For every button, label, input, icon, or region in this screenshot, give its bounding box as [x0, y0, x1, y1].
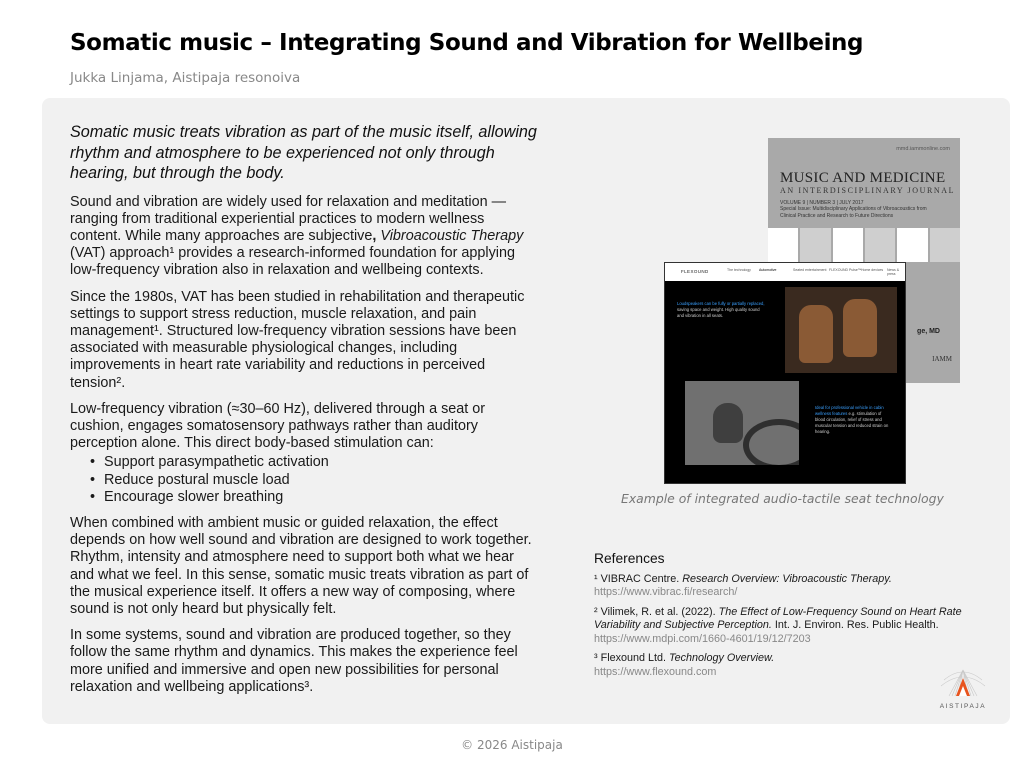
journal-special-issue: Special Issue: Multidisciplinary Applications of Vibroacoustics from Clinical Practice and Research to Future Directions: [780, 206, 927, 219]
benefit-list: [70, 454, 538, 506]
journal-volume: VOLUME 9 | NUMBER 3 | JULY 2017: [780, 200, 864, 206]
web-nav-item: The technology: [727, 268, 751, 272]
reference-prefix: ¹ VIBRAC Centre.: [594, 572, 683, 585]
journal-title: MUSIC AND MEDICINE: [780, 170, 946, 186]
web-nav-item: Automotive: [759, 268, 777, 272]
seat-technology-figure: [664, 138, 964, 483]
aistipaja-logo: [936, 666, 990, 712]
reference-prefix: ³ Flexound Ltd.: [594, 652, 670, 664]
reference-item: [594, 652, 994, 679]
paragraph-4: When combined with ambient music or guided relaxation, the effect depends on how well sound and vibration are designed to work together. Rhythm, intensity and atmosphere need to support both what we hear and what we feel. In this sense, somatic music treats vibration as part of the musical experience itself. It offers a new way of composing, where sound is not only heard but physically felt.: [70, 514, 532, 617]
references-heading: References: [594, 551, 665, 566]
paragraph-1: [70, 194, 538, 280]
flexound-webpage-screenshot: [664, 262, 906, 484]
paragraph-2: Since the 1980s, VAT has been studied in rehabilitation and therapeutic settings to support stress reduction, muscle relaxation, and pain management¹. Structured low-frequency vibration sessions have been associated with measurable physiological changes, including improvements in heart rate variability and reductions in perceived tension².: [70, 288, 525, 391]
logo-wordmark: AISTIPAJA: [939, 703, 987, 710]
web-text-1: [677, 301, 767, 319]
journal-editor-fragment: ge, MD: [917, 328, 940, 335]
footer-copyright: © 2026 Aistipaja: [461, 738, 563, 752]
web-text-2-highlight: Ideal for professional vehicle in cabin wellness features: [815, 405, 884, 416]
web-nav-item: Seated entertainment: [793, 268, 827, 272]
main-text-column: [70, 122, 538, 705]
reference-prefix: ² Vilimek, R. et al. (2022).: [594, 605, 719, 618]
reference-url: https://www.vibrac.fi/research/: [594, 586, 738, 598]
web-text-1-body: saving space and weight. High quality sound and vibration in all seats.: [677, 307, 760, 318]
p1-comma: ,: [372, 227, 377, 244]
reference-rest: Int. J. Environ. Res. Public Health.: [771, 619, 939, 631]
reference-item: [594, 606, 994, 647]
web-nav-item: News & press: [887, 268, 900, 276]
benefit-item: • Support parasympathetic activation: [90, 454, 538, 471]
aistipaja-logo-icon: [936, 666, 990, 712]
references-section: [594, 552, 994, 685]
benefit-item: • Encourage slower breathing: [90, 489, 538, 506]
journal-subtitle: AN INTERDISCIPLINARY JOURNAL: [780, 186, 956, 195]
paragraph-5: In some systems, sound and vibration are produced together, so they follow the same rhythm and dynamics. This makes the experience feel more unified and immersive and open new possibilities for personal relaxation and wellbeing applications³.: [70, 627, 518, 695]
driver-photo: [685, 381, 799, 465]
reference-url: https://www.flexound.com: [594, 665, 717, 678]
reference-item: [594, 573, 994, 600]
author-line: Jukka Linjama, Aistipaja resonoiva: [70, 70, 301, 86]
journal-publisher-logo: IAMM: [932, 355, 952, 363]
web-nav-bar: [665, 263, 905, 281]
car-seats-image: [785, 287, 897, 373]
figure-caption: Example of integrated audio-tactile seat technology: [621, 491, 944, 506]
lead-paragraph: Somatic music treats vibration as part of the music itself, allowing rhythm and atmosphere to be experienced not only through hearing, but through the body.: [70, 123, 537, 182]
reference-title: Research Overview: Vibroacoustic Therapy.: [682, 572, 892, 585]
journal-photo-strip: [768, 228, 960, 262]
reference-title: Technology Overview.: [669, 652, 775, 664]
page-title: Somatic music – Integrating Sound and Vibration for Wellbeing: [70, 30, 864, 56]
journal-url: mmd.iammonline.com: [896, 146, 950, 152]
p1-text-a: Sound and vibration are widely used for relaxation and meditation — ranging from traditional experiential practices to modern wellness content. While many approaches are subjective: [70, 193, 506, 244]
web-text-2-body: e.g. stimulation of blood circulation, relief of stress and muscular tension and reduced strain on hearing.: [815, 411, 889, 434]
flexound-logo: FLEXOUND: [681, 269, 709, 274]
vat-term: Vibroacoustic Therapy: [380, 227, 524, 244]
web-text-2: [815, 405, 889, 435]
benefit-item: • Reduce postural muscle load: [90, 472, 538, 489]
reference-title: The Effect of Low-Frequency Sound on Heart Rate Variability and Subjective Perception.: [594, 605, 962, 631]
web-text-1-highlight: Loudspeakers can be fully or partially replaced,: [677, 301, 765, 306]
reference-url: https://www.mdpi.com/1660-4601/19/12/7203: [594, 632, 811, 645]
web-nav-item: Home devices: [861, 268, 884, 272]
p1-text-b: (VAT) approach¹ provides a research-informed foundation for applying low-frequency vibration also in relaxation and wellbeing contexts.: [70, 245, 516, 279]
paragraph-3: Low-frequency vibration (≈30–60 Hz), delivered through a seat or cushion, engages somatosensory pathways rather than auditory perception alone. This direct body-based stimulation can:: [70, 400, 486, 452]
web-nav-item: FLEXOUND Pulse™: [829, 268, 862, 272]
